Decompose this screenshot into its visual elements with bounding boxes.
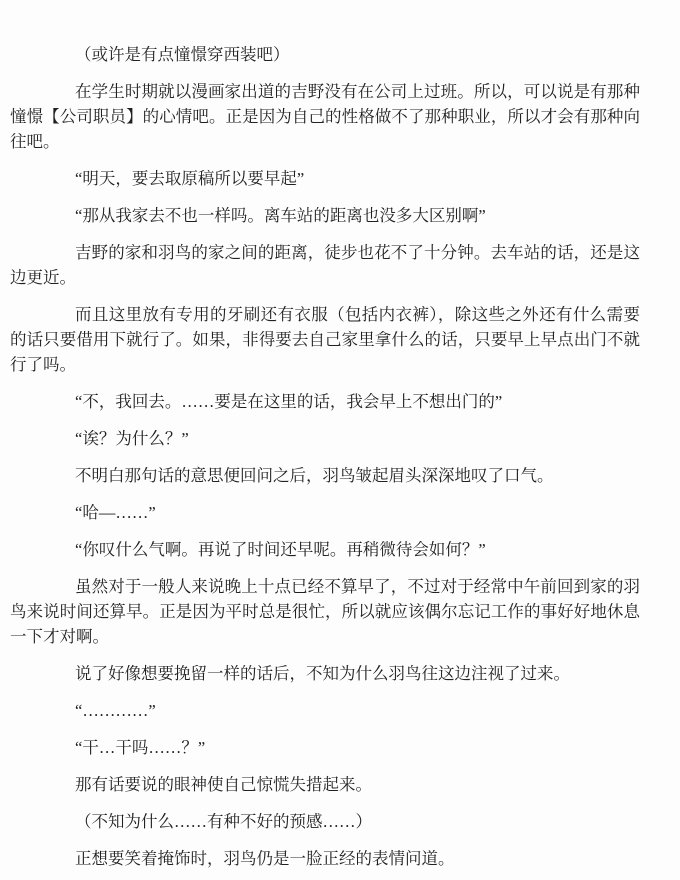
- paragraph-dialogue: “…………”: [75, 701, 156, 720]
- paragraph-narration: 那有话要说的眼神使自己惊慌失措起来。: [75, 775, 372, 794]
- paragraph-narration: 吉野的家和羽鸟的家之间的距离，徒步也花不了十分钟。去车站的话，还是这边更近。: [10, 243, 640, 287]
- paragraph-dialogue: “干…干吗……？”: [75, 738, 206, 757]
- paragraph-narration: 在学生时期就以漫画家出道的吉野没有在公司上过班。所以，可以说是有那种憧憬【公司职员】的心情吧。正是因为自己的性格做不了那种职业，所以才会有那种向往吧。: [10, 82, 640, 151]
- paragraph-dialogue: “诶？为什么？”: [75, 429, 189, 448]
- paragraph-narration: 正想要笑着掩饰时，羽鸟仍是一脸正经的表情问道。: [75, 849, 455, 868]
- paragraph-thought: （不知为什么……有种不好的预感……）: [75, 812, 372, 831]
- paragraph-dialogue: “那从我家去不也一样吗。离车站的距离也没多大区别啊”: [75, 206, 486, 225]
- paragraph-dialogue: “不，我回去。……要是在这里的话，我会早上不想出门的”: [75, 392, 503, 411]
- paragraph-narration: 而且这里放有专用的牙刷还有衣服（包括内衣裤），除这些之外还有什么需要的话只要借用下就行了。如果，非得要去自己家里拿什么的话，只要早上早点出门不就行了吗。: [10, 305, 640, 374]
- paragraph-narration: 不明白那句话的意思便回问之后，羽鸟皱起眉头深深地叹了口气。: [75, 466, 554, 485]
- paragraph-narration: 虽然对于一般人来说晚上十点已经不算早了，不过对于经常中午前回到家的羽鸟来说时间还算早。正是因为平时总是很忙，所以就应该偶尔忘记工作的事好好地休息一下才对啊。: [10, 577, 640, 646]
- paragraph-dialogue: “你叹什么气啊。再说了时间还早呢。再稍微待会如何？”: [75, 540, 486, 559]
- paragraph-thought: （或许是有点憧憬穿西装吧）: [75, 45, 290, 64]
- paragraph-dialogue: “明天，要去取原稿所以要早起”: [75, 169, 305, 188]
- paragraph-narration: 说了好像想要挽留一样的话后，不知为什么羽鸟往这边注视了过来。: [75, 664, 570, 683]
- paragraph-dialogue: “哈—……”: [75, 503, 156, 522]
